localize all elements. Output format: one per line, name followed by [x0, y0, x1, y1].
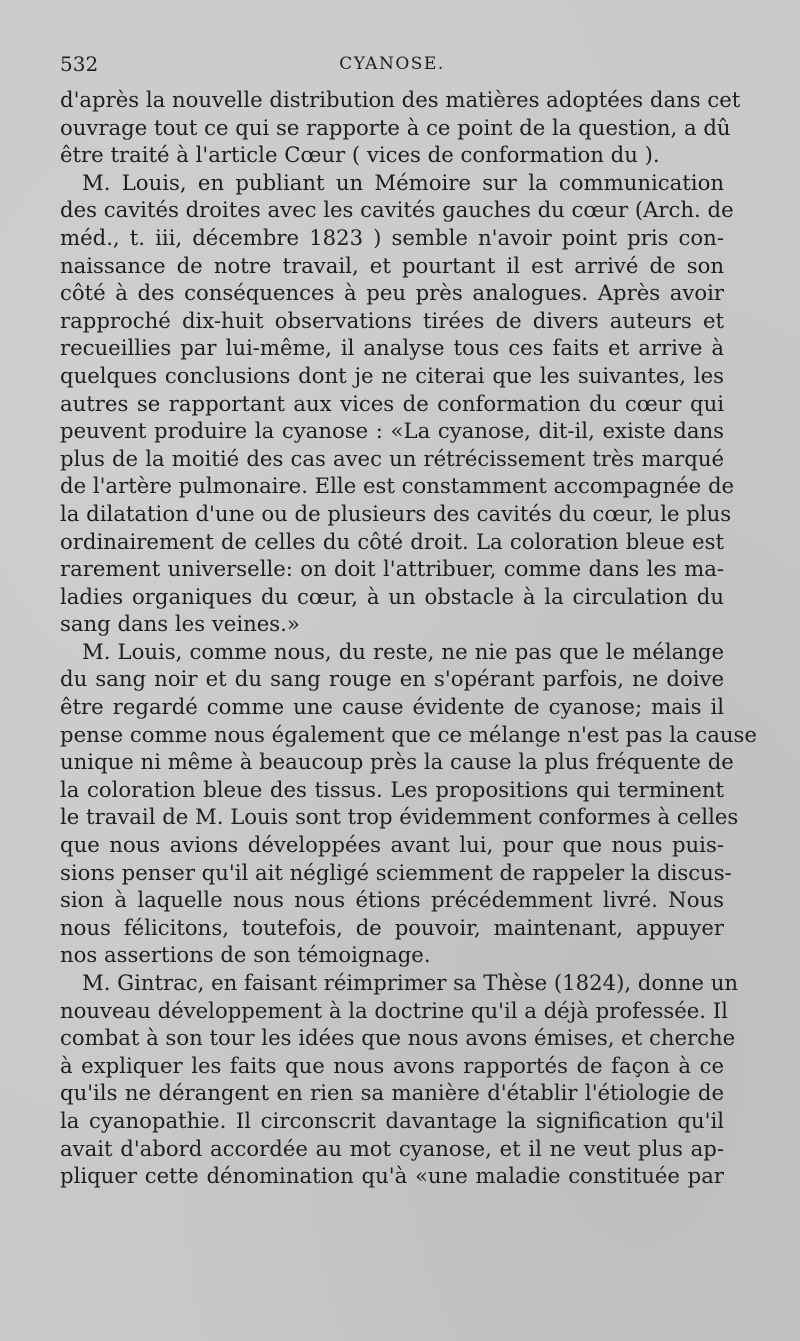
running-head: CYANOSE.	[339, 54, 445, 74]
text-line: côté à des conséquences à peu près analogues. Après avoir	[60, 280, 724, 306]
text-line: des cavités droites avec les cavités gauches du cœur (Arch. de	[60, 197, 734, 223]
text-line: naissance de notre travail, et pourtant il est arrivé de son	[60, 252, 724, 278]
text-line: combat à son tour les idées que nous avons émises, et cherche	[60, 1025, 736, 1051]
text-line: nouveau développement à la doctrine qu'il a déjà professée. Il	[60, 997, 728, 1023]
text-line: à expliquer les faits que nous avons rapportés de façon à ce	[60, 1052, 724, 1078]
text-line: nos assertions de son témoignage.	[60, 942, 431, 968]
page-number: 532	[60, 52, 99, 76]
text-line: la coloration bleue des tissus. Les propositions qui terminent	[60, 776, 724, 802]
text-line: du sang noir et du sang rouge en s'opérant parfois, ne doive	[60, 666, 724, 692]
text-line: recueillies par lui-même, il analyse tous ces faits et arrive à	[60, 335, 724, 361]
text-line: avait d'abord accordée au mot cyanose, et il ne veut plus ap-	[60, 1135, 724, 1161]
text-line: méd., t. iii, décembre 1823 ) semble n'avoir point pris con-	[60, 224, 724, 250]
text-line: peuvent produire la cyanose : «La cyanose, dit-il, existe dans	[60, 418, 724, 444]
text-line: de l'artère pulmonaire. Elle est constamment accompagnée de	[60, 473, 735, 499]
page-header	[60, 52, 724, 82]
text-line: que nous avions développées avant lui, pour que nous puis-	[60, 832, 724, 858]
text-line: nous félicitons, toutefois, de pouvoir, maintenant, appuyer	[60, 914, 724, 940]
text-line: être traité à l'article Cœur ( vices de conformation du ).	[60, 142, 660, 168]
text-line: ouvrage tout ce qui se rapporte à ce point de la question, a dû	[60, 114, 731, 140]
text-line: M. Louis, en publiant un Mémoire sur la communication	[82, 169, 724, 195]
text-line: ordinairement de celles du côté droit. La coloration bleue est	[60, 528, 724, 554]
text-line: ladies organiques du cœur, à un obstacle à la circulation du	[60, 583, 724, 609]
text-line: M. Gintrac, en faisant réimprimer sa Thèse (1824), donne un	[82, 970, 738, 995]
text-line: autres se rapportant aux vices de conformation du cœur qui	[60, 390, 724, 416]
text-line: sion à laquelle nous nous étions précédemment livré. Nous	[60, 887, 724, 913]
text-line: d'après la nouvelle distribution des matières adoptées dans cet	[60, 87, 741, 112]
text-line: sang dans les veines.»	[60, 611, 300, 637]
text-line: M. Louis, comme nous, du reste, ne nie pas que le mélange	[82, 638, 724, 664]
text-line: quelques conclusions dont je ne citerai que les suivantes, les	[60, 362, 724, 388]
body-text	[60, 86, 757, 1190]
text-line: pliquer cette dénomination qu'à «une maladie constituée par	[60, 1163, 724, 1189]
text-line: sions penser qu'il ait négligé sciemment de rappeler la discus-	[60, 859, 732, 885]
text-line: unique ni même à beaucoup près la cause la plus fréquente de	[60, 749, 734, 775]
text-line: être regardé comme une cause évidente de cyanose; mais il	[60, 694, 724, 720]
text-line: qu'ils ne dérangent en rien sa manière d'établir l'étiologie de	[60, 1080, 724, 1106]
text-line: rarement universelle: on doit l'attribuer, comme dans les ma-	[60, 556, 724, 582]
text-line: la dilatation d'une ou de plusieurs des cavités du cœur, le plus	[60, 500, 732, 526]
text-line: la cyanopathie. Il circonscrit davantage la signification qu'il	[60, 1107, 724, 1133]
text-line: rapproché dix-huit observations tirées de divers auteurs et	[60, 307, 724, 333]
text-line: plus de la moitié des cas avec un rétrécissement très marqué	[60, 445, 724, 471]
text-line: le travail de M. Louis sont trop évidemment conformes à celles	[60, 804, 739, 830]
text-line: pense comme nous également que ce mélange n'est pas la cause	[60, 721, 757, 747]
